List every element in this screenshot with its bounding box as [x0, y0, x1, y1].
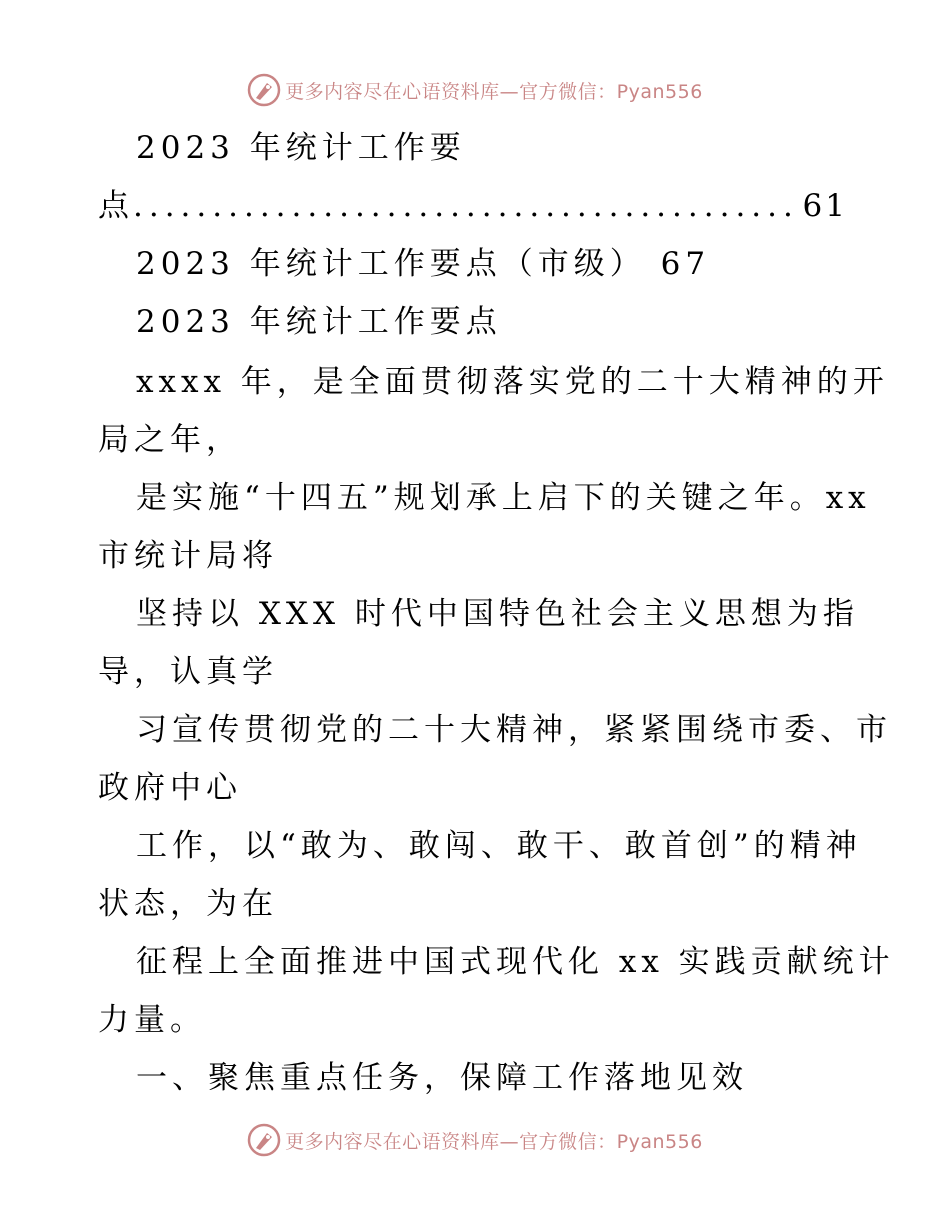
body-line: 习宣传贯彻党的二十大精神，紧紧围绕市委、市: [136, 712, 892, 748]
toc-entry-1-title: 2023 年统计工作要: [136, 130, 466, 166]
body-line: 局之年，: [98, 422, 242, 458]
body-line: 导，认真学: [98, 654, 278, 690]
body-line: 坚持以 XXX 时代中国特色社会主义思想为指: [136, 596, 859, 632]
footer-watermark: [0, 1122, 950, 1158]
body-line: xxxx 年，是全面贯彻落实党的二十大精神的开: [136, 364, 889, 400]
toc-entry-2: 2023 年统计工作要点（市级） 67: [136, 246, 711, 282]
section-heading-1: 一、聚焦重点任务，保障工作落地见效: [136, 1060, 748, 1096]
toc-entry-1-leader-row: [98, 186, 848, 226]
document-title: 2023 年统计工作要点: [136, 304, 502, 340]
toc-entry-1-page: 61: [802, 188, 848, 224]
body-line: 是实施“十四五”规划承上启下的关键之年。xx: [136, 480, 871, 516]
watermark-text: 更多内容尽在心语资料库—官方微信：Pyan556: [285, 1130, 703, 1153]
pen-nib-logo-icon: [247, 1123, 281, 1157]
body-line: 工作，以“敢为、敢闯、敢干、敢首创”的精神: [136, 828, 862, 864]
body-line: 市统计局将: [98, 538, 278, 574]
body-line: 力量。: [98, 1002, 206, 1038]
toc-dot-leader: [133, 186, 799, 226]
body-line: 征程上全面推进中国式现代化 xx 实践贡献统计: [136, 944, 895, 980]
body-line: 政府中心: [98, 770, 242, 806]
body-line: 状态，为在: [98, 886, 278, 922]
watermark-text: 更多内容尽在心语资料库—官方微信：Pyan556: [285, 80, 703, 103]
toc-entry-1-title-cont: 点: [98, 188, 129, 224]
